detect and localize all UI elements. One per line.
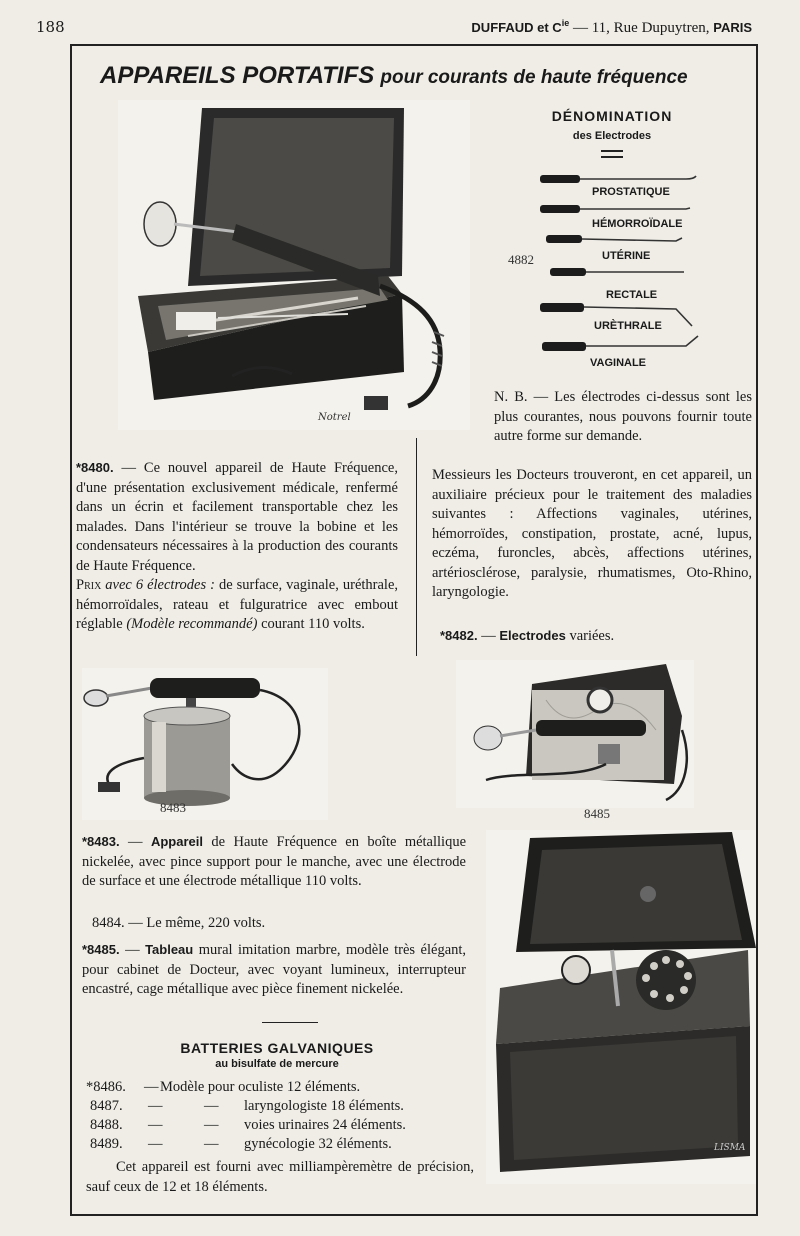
figure-number-8483: 8483 bbox=[160, 800, 186, 815]
batteries-subheading: au bisulfate de mercure bbox=[215, 1058, 339, 1070]
figure-number-8485: 8485 bbox=[584, 806, 610, 821]
doctors-paragraph: Messieurs les Docteurs trouveront, en cet appareil, un auxiliaire précieux pour le traitement des maladies suivantes : Affections vaginales, utérines, hémorroïdes, constipation, prostate, acné, lupus, eczéma, furoncles, abcès, affections utérines, artériosclérose, paralysie, rhumatismes, Oto-Rhino, laryngologie. bbox=[432, 467, 752, 600]
item-8484 bbox=[92, 914, 466, 934]
portable-case-illustration bbox=[118, 100, 470, 430]
title-main: APPAREILS PORTATIFS bbox=[100, 62, 375, 89]
price-model: (Modèle recommandé) bbox=[126, 616, 258, 632]
wall-panel-illustration bbox=[456, 660, 694, 808]
electrode-label-4: RECTALE bbox=[606, 289, 658, 301]
price-text: de surface, vaginale, uréthrale, hémorroïdales, rateau et fulguratrice avec embout réglable bbox=[76, 577, 399, 632]
company-city: PARIS bbox=[713, 20, 752, 35]
company-name: DUFFAUD et C bbox=[471, 20, 562, 35]
item-8482-text: variées. bbox=[569, 628, 615, 644]
battery-row bbox=[86, 1078, 466, 1097]
batteries-heading: BATTERIES GALVANIQUES bbox=[180, 1040, 374, 1056]
electrode-label-6: VAGINALE bbox=[590, 357, 647, 369]
page-title bbox=[100, 62, 700, 90]
battery-text: voies urinaires 24 éléments. bbox=[244, 1117, 406, 1133]
battery-ref: 8488. bbox=[90, 1117, 123, 1133]
svg-text:Notrel: Notrel bbox=[318, 412, 351, 423]
company-address: — 11, Rue Dupuytren, bbox=[572, 20, 710, 36]
item-8483 bbox=[82, 832, 466, 892]
battery-text: gynécologie 32 éléments. bbox=[244, 1136, 392, 1152]
battery-ref: 8487. bbox=[90, 1098, 123, 1114]
item-8483-dash: — bbox=[128, 834, 143, 850]
price-suffix: courant 110 volts. bbox=[261, 616, 365, 632]
item-8483-ref: *8483. bbox=[82, 834, 120, 849]
item-8485 bbox=[82, 940, 466, 1000]
electrodes-heading: DÉNOMINATION bbox=[551, 108, 673, 124]
item-8485-name: Tableau bbox=[145, 942, 194, 957]
nickel-box-illustration bbox=[82, 668, 328, 820]
running-header bbox=[471, 18, 752, 37]
battery-ditto: — bbox=[204, 1098, 219, 1114]
price-prefix: Prix bbox=[76, 577, 102, 593]
item-8480-text: — Ce nouvel appareil de Haute Fréquence, d'une présentation exclusivement médicale, renfermé dans un écrin et facilement transportable chez les malades. Dans l'intérieur se trouve la bobine et les condensateurs nécessaires à la production des courants de Haute Fréquence. bbox=[76, 460, 398, 574]
batteries-list bbox=[86, 1078, 466, 1154]
item-8482-ref: *8482. bbox=[440, 628, 478, 643]
electrode-label-1: PROSTATIQUE bbox=[592, 186, 670, 198]
battery-ref: *8486. bbox=[86, 1079, 126, 1095]
svg-text:LISMA: LISMA bbox=[714, 1143, 746, 1153]
heading-ornament bbox=[601, 150, 623, 158]
item-8483-name: Appareil bbox=[150, 834, 203, 849]
battery-text: laryngologiste 18 éléments. bbox=[244, 1098, 404, 1114]
item-8485-ref: *8485. bbox=[82, 942, 120, 957]
item-8484-text: — Le même, 220 volts. bbox=[128, 915, 266, 931]
electrode-label-5: URÈTHRALE bbox=[594, 320, 662, 332]
batteries-footer: Cet appareil est fourni avec milliampèremètre de précision, sauf ceux de 12 et 18 éléments. bbox=[86, 1159, 474, 1195]
item-8482-dash: — bbox=[481, 628, 496, 644]
item-8482 bbox=[440, 626, 750, 647]
title-sub: pour courants de haute fréquence bbox=[380, 67, 688, 88]
item-8485-dash: — bbox=[125, 942, 140, 958]
nb-note: N. B. — Les électrodes ci-dessus sont les plus courantes, nous pouvons fournir toute autre forme sur demande. bbox=[494, 389, 752, 444]
battery-row bbox=[86, 1116, 466, 1135]
item-8482-name: Electrodes bbox=[499, 628, 566, 643]
page-number: 188 bbox=[36, 18, 65, 36]
battery-ditto: — bbox=[204, 1136, 219, 1152]
electrodes-illustration bbox=[536, 168, 718, 368]
column-divider bbox=[416, 438, 417, 656]
electrode-label-3: UTÉRINE bbox=[602, 250, 651, 262]
price-electrodes: avec 6 électrodes : bbox=[105, 577, 215, 593]
item-8485-text: mural imitation marbre, modèle très élégant, pour cabinet de Docteur, avec voyant lumineux, interrupteur encastré, cage métallique avec pièce finement nickelée. bbox=[82, 942, 467, 997]
item-8480-ref: *8480. bbox=[76, 460, 114, 475]
company-sup: ie bbox=[561, 18, 570, 28]
battery-dash: — bbox=[148, 1098, 163, 1114]
electrodes-subheading: des Electrodes bbox=[572, 130, 652, 142]
battery-ditto: — bbox=[204, 1117, 219, 1133]
battery-ref: 8489. bbox=[90, 1136, 123, 1152]
battery-box-illustration bbox=[486, 830, 756, 1184]
electrode-label-2: HÉMORROÏDALE bbox=[592, 218, 683, 230]
item-8480-description bbox=[76, 458, 398, 635]
battery-row bbox=[86, 1097, 466, 1116]
battery-text: Modèle pour oculiste 12 éléments. bbox=[160, 1079, 361, 1095]
battery-row bbox=[86, 1135, 466, 1154]
item-8483-text: de Haute Fréquence en boîte métallique nickelée, avec pince support pour le manche, avec une électrode de surface et une électrode métallique 110 volts. bbox=[82, 834, 467, 889]
battery-dash: — bbox=[148, 1136, 163, 1152]
item-8484-ref: 8484. bbox=[92, 915, 125, 931]
figure-number-4882: 4882 bbox=[508, 252, 534, 267]
battery-dash: — bbox=[148, 1117, 163, 1133]
section-rule bbox=[262, 1022, 318, 1023]
battery-dash: — bbox=[144, 1079, 159, 1095]
